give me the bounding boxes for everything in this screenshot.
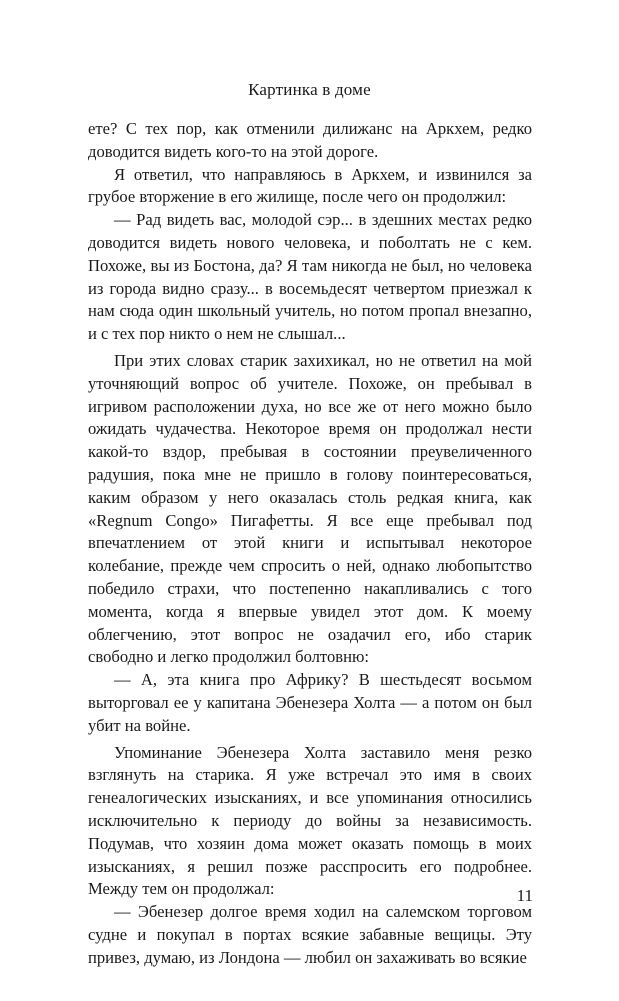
- paragraph: Упоминание Эбенезера Холта заставило меня резко взглянуть на старика. Я уже встречал это имя в своих генеалогических изысканиях, и все упоминания относились исключительно к периоду до войны за независимость. Подумав, что хозяин дома может оказать помощь в моих изысканиях, я решил позже расспросить его подробнее. Между тем он продолжал:: [88, 742, 532, 899]
- body-text: [88, 118, 532, 969]
- paragraph-continuation: ете? С тех пор, как отменили дилижанс на Аркхем, редко доводится видеть кого-то на этой дороге.: [88, 119, 532, 161]
- dialogue-paragraph: — Эбенезер долгое время ходил на салемском торговом судне и покупал в портах всякие забавные вещицы. Эту привез, думаю, из Лондона — любил он захаживать во всякие: [88, 902, 532, 967]
- paragraph: Я ответил, что направляюсь в Аркхем, и извинился за грубое вторжение в его жилище, после чего он продолжил:: [88, 164, 532, 207]
- paragraph: При этих словах старик захихикал, но не ответил на мой уточняющий вопрос об учителе. Похоже, он пребывал в игривом расположении духа, но все же от него можно было ожидать чудачества. Некоторое время он продолжал нести какой-то вздор, пребывая в состоянии преувеличенного радушия, пока мне не пришло в голову поинтересоваться, каким образом у него оказалась столь редкая книга, как «Regnum Congo» Пигафетты. Я все еще пребывал под впечатлением от этой книги и испытывал некоторое колебание, прежде чем спросить о ней, однако любопытство победило страхи, что постепенно накапливались с того момента, когда я впервые увидел этот дом. К моему облегчению, этот вопрос не озадачил его, ибо старик свободно и легко продолжил болтовню:: [88, 350, 532, 667]
- dialogue-paragraph: — Рад видеть вас, молодой сэр... в здешних местах редко доводится видеть нового человека, и поболтать не с кем. Похоже, вы из Бостона, да? Я там никогда не был, но человека из города видно сразу... в восемьдесят четвертом приезжал к нам сюда один школьный учитель, но потом пропал внезапно, и с тех пор никто о нем не слышал...: [88, 210, 532, 344]
- page-number: 11: [516, 886, 533, 905]
- running-header: Картинка в доме: [248, 80, 371, 99]
- dialogue-paragraph: — А, эта книга про Африку? В шестьдесят восьмом выторговал ее у капитана Эбенезера Холта — а потом он был убит на войне.: [88, 670, 532, 735]
